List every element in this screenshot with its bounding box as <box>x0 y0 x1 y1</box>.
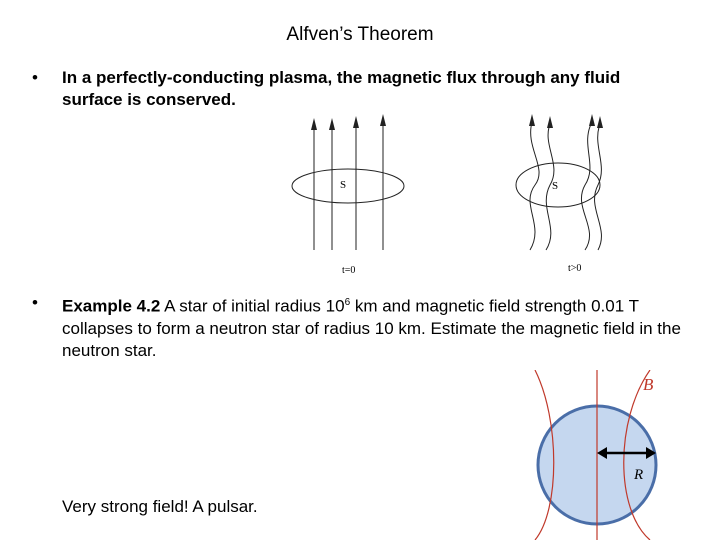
example-label: Example 4.2 <box>62 296 161 316</box>
example-text-part-1: A star of initial radius 10 <box>160 296 345 316</box>
time-label-later: t>0 <box>568 263 582 274</box>
example-text <box>62 292 682 362</box>
example-text-part-2: km and magnetic field strength 0.01 T collapses to form a neutron star of radius 10 km. Estimate the magnetic field in the neutron star. <box>62 296 681 360</box>
bullet-example <box>32 292 682 362</box>
conclusion-text: Very strong field! A pulsar. <box>62 497 258 516</box>
surface-label-later: S <box>552 180 559 192</box>
exponent: 6 <box>344 297 351 308</box>
star-field-diagram <box>505 370 675 540</box>
time-label-initial: t=0 <box>342 265 356 276</box>
radius-label: R <box>634 467 644 483</box>
bullet-marker: • <box>32 68 38 87</box>
surface-label-initial: S <box>340 179 347 191</box>
bullet-text: In a perfectly-conducting plasma, the magnetic flux through any fluid surface is conserved. <box>62 68 621 109</box>
bullet-flux-conservation <box>32 67 672 111</box>
bullet-marker: • <box>32 293 38 312</box>
flux-conservation-figure <box>280 110 610 280</box>
slide-title: Alfven’s Theorem <box>286 24 434 45</box>
field-label: B <box>643 375 654 394</box>
